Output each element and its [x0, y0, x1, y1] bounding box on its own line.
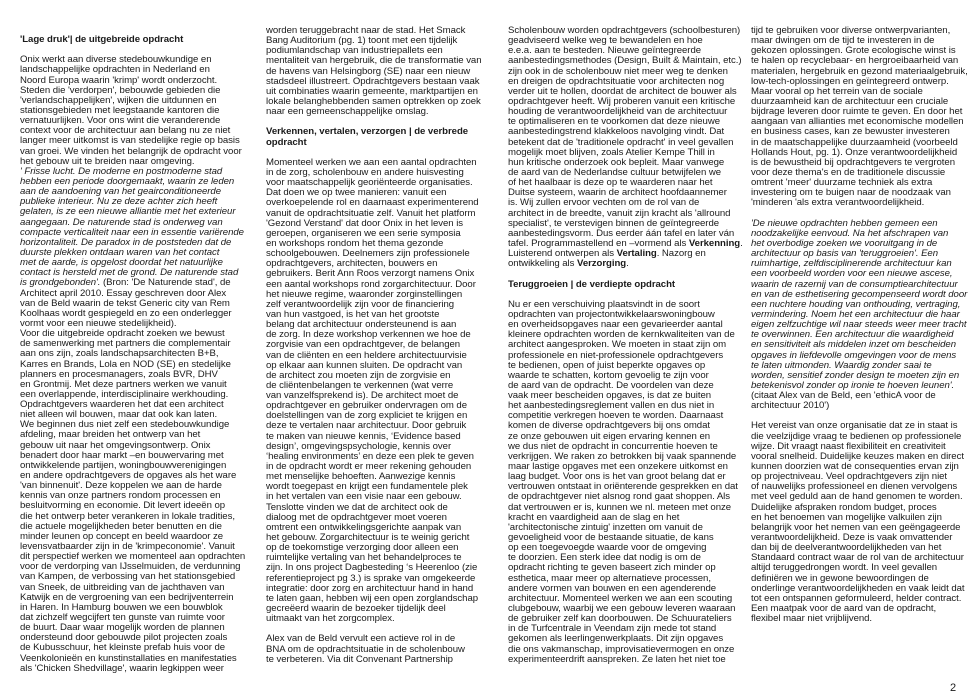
text-line: ondersteund door gebouwde pilot projecten zoals — [20, 632, 228, 644]
text-line: een overlappende, interdisciplinaire werkhouding. — [20, 388, 229, 400]
text-line: clubgebouw, waarbij we een gebouw leveren waaraan — [508, 603, 736, 615]
text-line: ze onze gebouwen uit eigen ervaring kennen en — [508, 430, 711, 442]
text-line: gekozen oplossingen. Grote ecologische winst is — [751, 45, 956, 57]
text-line: belangrijk voor het nemen van een geëngageerde — [751, 521, 961, 533]
text-line: dialoog met de opdrachtgever moet voeren — [266, 511, 447, 523]
text-line: aanbestedingstrend klakkeloos navolging vindt. Dat — [508, 126, 725, 138]
text-line: vermindering. Noem het een architectuur die haar — [751, 308, 960, 320]
text-line: in het vertalen van een visie naar een gebouw. — [266, 491, 462, 503]
text-line: opdrachtgever en gebruiker ondervragen om de — [266, 400, 467, 412]
text-line: 'verlandschappelijken', wijken die uitdunnen en — [20, 94, 217, 106]
text-line: schoolgebouwen. Deelnemers zijn professionele — [266, 248, 470, 260]
text-line: aanbestedingsvorm. Dus eerder áán tafel en later ván — [508, 227, 735, 239]
text-line: eigen zelfzuchtige wil naar steeds weer meer tracht — [751, 319, 967, 331]
text-line: vanuit de opdrachtsituatie zelf. Vanuit het platform — [266, 207, 476, 219]
text-line: gevoeligheid voor de bestaande situatie, de kans — [508, 532, 714, 544]
text-line: te optimaliseren en te voorkomen dat deze nieuwe — [508, 116, 720, 128]
text-line: een voorbeeld worden voor een nieuwe ascese, — [751, 268, 953, 280]
text-line: we dus niet de opdracht in concurrentie hoeven te — [508, 440, 718, 452]
text-line: en sensitiviteit als middelen inzet om bescheiden — [751, 339, 956, 351]
text-line: een aantal workshops rond zorgarchitectuur. Door — [266, 278, 476, 290]
quote-source-line — [20, 278, 248, 288]
text-line: worden, sensitief zonder design te moeten zijn en — [751, 369, 960, 381]
text-line: waarde te schatten, kortom gevoelig te zijn voor — [508, 369, 709, 381]
text-line: wijze. Dit vraagt naast flexibiliteit en creativiteit — [751, 440, 946, 452]
text-line: een nuchtere houding van onthouding, vertraging, — [751, 298, 961, 310]
text-line: in de opdracht wordt er meer rekening gehouden — [266, 461, 472, 473]
text-line: tot een ontspannen geformuleerd, helder contract. — [751, 592, 962, 604]
text-line: aangaan van allianties met economische modellen — [751, 116, 964, 128]
text-line: voor de verdorping van IJsselmuiden, de verdunning — [20, 561, 241, 573]
text-line: Nu er een verschuiving plaatsvindt in de soort — [508, 298, 700, 310]
text-line: de Kubusschuur, het kleinste prefab huis voor de — [20, 642, 226, 654]
text-line: Dat doen we op twee manieren: vanuit een — [266, 187, 447, 199]
paragraph-intro — [20, 55, 248, 167]
text-line: hun kritische onderzoek ook bepleit. Maar vanwege — [508, 156, 725, 168]
text-line: en het benoemen van mogelijke valkuilen zijn — [751, 511, 942, 523]
text-line: mentaliteit van hergebruik, die de transformatie van — [266, 55, 482, 67]
text-line: Alex van de Beld vervult een actieve rol in de — [266, 633, 456, 645]
text-line: ontwikkelende partijen, woningbouwverenigingen — [20, 459, 227, 471]
text-line: waarin de razernij van de consumptiearchitectuur — [751, 278, 958, 290]
column-4 — [751, 26, 977, 624]
text-line: te overwinnen. Een architectuur die waardigheid — [751, 329, 954, 341]
text-line: te laten uitmonden. Waardig zonder saai te — [751, 359, 932, 371]
text-line: tijd te gebruiken voor diverse ontwerpvarianten, — [751, 25, 951, 36]
quote-frisse-lucht — [20, 167, 248, 279]
text-line: dat vertrouwen er is, kunnen we nl. meteen met onze — [508, 501, 732, 513]
line-verzorging — [508, 259, 738, 269]
text-line: vaak meer bescheiden opgaves, is dat ze buiten — [508, 390, 712, 402]
text-line: gebouw uit naar het omgevingsontwerp. Onix — [20, 439, 211, 451]
text-line: op een toegevoegde waarde voor de omgeving — [508, 542, 707, 554]
text-line: te halen op recyclebaar- en hergroeibaarheid van — [751, 55, 959, 67]
text-line: esthetica, maar meer op alternatieve processen, — [508, 572, 711, 584]
text-line: Momenteel werken we aan een aantal opdrachten — [266, 156, 477, 168]
text: . — [626, 258, 629, 270]
text-line: met menselijke behoeften. Aanwezige kennis — [266, 471, 456, 483]
text-line: is de bewustheid bij opdrachtgevers te vergroten — [751, 156, 955, 168]
text-line: planners en procesmanagers, zoals BVR, DHV — [20, 368, 218, 380]
text-line: het gebouw uit te breiden naar omgeving. — [20, 155, 195, 167]
text-line: kleinere opdrachten worden de kernkwaliteiten van de — [508, 329, 735, 341]
text-line: houding de verantwoordelijkheid van de architectuur — [508, 106, 728, 118]
text-line: publieke interieur. Nu ze deze achter zich heeft — [20, 196, 218, 208]
text: . Nazorg en — [656, 248, 706, 260]
text-line: laag budget. Voor ons is het van groot belang dat er — [508, 471, 726, 483]
quote-nieuwe-opdrachten — [751, 219, 977, 391]
text-line: Veenkolonieën en kunstinstallaties en manifestaties — [20, 652, 237, 664]
section-heading-verkennen — [266, 127, 494, 147]
column-3 — [508, 25, 743, 665]
text-line: de havens van Helsingborg (SE) naar een nieuw — [266, 65, 471, 77]
text-line: flexibel maar niet vrijblijvend. — [751, 613, 873, 625]
text-line: besluitvorming en economie. Dit levert ideeën op — [20, 500, 226, 512]
text-line: investering om te buigen naar de noodzaak van — [751, 187, 951, 199]
paragraph-partners — [20, 289, 248, 674]
term-verzorging: Verzorging — [577, 258, 627, 270]
text-line: wordt toegepast en krijgt een fundamentele plek — [266, 481, 468, 493]
text-line: Tenslotte vinden we dat de architect ook de — [266, 501, 448, 513]
text-line: Scholenbouw worden opdrachtgevers (schoolbesturen) — [508, 25, 741, 36]
text-line: Steden die 'verdorpen', bebouwde gebieden die — [20, 84, 221, 96]
text-line: en dreigen de opdrachtsituatie voor architecten nog — [508, 75, 725, 87]
text-line: de architect zou moeten zijn de zorgvisie en — [266, 369, 451, 381]
text-line: in de Turfcentrale in Veendam zijn mede tot stand — [508, 623, 717, 635]
text-line: zorgvisie van een opdrachtgever, de belangen — [266, 339, 461, 351]
text-line: de gebruiker zelf kan doorbouwen. De Schuurateliers — [508, 613, 732, 625]
text-line: definiëren we in gewone bewoordingen de — [751, 572, 929, 584]
term-verkenning: Verkenning — [688, 237, 741, 249]
text-line: 'Gezond Verstand' dat door Onix in het leven is — [266, 217, 464, 229]
text-line: lokale belanghebbenden samen optrekken op zoek — [266, 95, 481, 107]
text-line: van de cliënten en een heldere architectuurvisie — [266, 349, 467, 361]
text-line: verkrijgen. We raken zo betrokken bij vaak spannende — [508, 450, 737, 462]
text-line: en van de esthetisering gecompenseerd wordt door — [751, 288, 968, 300]
text-line: e.e.a. aan te besteden. Nieuwe geïntegreerde — [508, 45, 702, 57]
text: ontwikkeling als — [508, 258, 578, 270]
text-line: verder uit te hollen, doordat de architect de bouwer als — [508, 85, 737, 97]
text-line: in de zorg, scholenbouw en andere huisvesting — [266, 166, 464, 178]
text-line: ruimhartige, zelfdisciplinerende architectuur kan — [751, 258, 952, 270]
text: Luisterend ontwerpen als — [508, 248, 617, 260]
text-line: gecreëerd waarin de bezoeker tijdelijk deel — [266, 603, 446, 615]
text-line: gekomen als leerlingenwerkplaats. Dit zijn opgaves — [508, 633, 724, 645]
text-line: het aanbestedingsreglement vallen en dus niet in — [508, 400, 715, 412]
text-line: niet alleen wil bouwen, maar dat ook kan laten. — [20, 409, 218, 421]
text-line: opdracht — [266, 136, 307, 148]
text-line: gebruikers. Berit Ann Roos verzorgt namens Onix — [266, 268, 475, 280]
text-line: de opdrachtgever niet alsnog rond gaat shoppen. Als — [508, 491, 730, 503]
text-line: op de toekomstige verzorging door alleen een — [266, 542, 459, 554]
text-line: Hollands Hout, pg. 1). Onze verantwoordelijkheid — [751, 146, 958, 158]
text-line: referentieproject pg 3.) is sprake van omgekeerde — [266, 572, 476, 584]
text-line: komen de diverse opdrachtgevers bij ons omdat — [508, 420, 710, 432]
text-line: horizontaliteit. De paradox in de poststeden dat de — [20, 236, 232, 248]
text-line: met veel geduld aan de hand genomen te worden. — [751, 491, 963, 503]
text-line: architectuur 2010') — [751, 400, 830, 412]
text-line: overkoepelende rol en daarnaast experimenterend — [266, 197, 479, 209]
text-line: te bedienen, open of juist beperkte opgaves op — [508, 359, 706, 371]
text-line: opdrachten van projectontwikkelaarswoningbouw — [508, 308, 715, 320]
text-line: van hun vastgoed, is het van het grootste — [266, 308, 440, 320]
text-line: compacte verticaliteit naar een in essentie variërende — [20, 226, 244, 238]
text-line: op elkaar aan kunnen sluiten. De opdracht van — [266, 359, 463, 371]
text-line: ruimtelijke vertaling van het behandelproces te — [266, 552, 462, 564]
text-line: de zorg. In deze workshop verkennen we hoe de — [266, 329, 471, 341]
paragraph-scholenbouw — [508, 25, 742, 239]
text-line: Bang Auditorium (pg. 1) toont met een tijdelijk — [266, 35, 458, 47]
text-line: experimenteerdrift aanspreken. Ze laten het niet toe — [508, 653, 726, 665]
text-line: opdrachtgevers, architecten, bouwers en — [266, 258, 438, 270]
text-line: Katwijk en de vergroening van een bedrijventerrein — [20, 591, 234, 603]
text-line: ' Frisse lucht. De moderne en postmoderne stad — [20, 165, 223, 177]
text-line: (citaat Alex van de Beld, een 'ethicA voor de — [751, 390, 936, 402]
text-line: in Haren. In Hamburg bouwen we een bouwblok — [20, 601, 223, 613]
text-line: het nieuwe regime, waaronder zorginstellingen — [266, 288, 463, 300]
text-line: gelaten, is ze een nieuwe alliantie met het exterieur — [20, 206, 236, 218]
text-line: in de maatschappelijke duurzaamheid (voorbeeld — [751, 136, 958, 148]
column-1 — [20, 35, 248, 674]
text-line: geadviseerd welke weg te bewandelen en hoe — [508, 35, 703, 47]
text-line: low-tech-oplossingen en geïntegreerd ontwerp. — [751, 75, 949, 87]
paragraph-smack-bang — [266, 26, 494, 117]
text-line: het gebouw. Zorgarchitectuur is te weinig gericht — [266, 532, 470, 544]
text-line: context voor de architectuur aan belang nu ze niet — [20, 125, 231, 137]
text-line: noodzakelijke eenvoud. Na het afschrapen van — [751, 227, 949, 239]
text-line: naar een gemeenschappelijke omslag. — [266, 106, 429, 118]
text-line: Noord Europa waarin 'krimp' wordt onderzocht. — [20, 74, 218, 86]
text-line: andere vormen van bouwen en een agenderende — [508, 582, 717, 594]
text-line: aanbestedingsmethodes (Design, Built & Maintain, etc.) — [508, 55, 742, 67]
text-line: te laten gaan, hebben wij een open zorglandschap — [266, 592, 479, 604]
text-line: architectuur op basis van 'teruggroeien'. Een — [751, 248, 939, 260]
text-line: en Grontmij. Met deze partners werken we vanuit — [20, 378, 227, 390]
text-line: mogelijk moet blijven, zoals Atelier Kempe Thill in — [508, 146, 715, 158]
text-line: vertrouwen ontstaat in oriënterende gesprekken en dat — [508, 481, 738, 493]
text-line: materialen, hergebruik en gezond materiaalgebruik, — [751, 65, 968, 77]
text-line: duurzaamheid kan de architectuur een cruciale — [751, 95, 949, 107]
text-line: We beginnen dus niet zelf een stedebouwkundige — [20, 419, 230, 431]
paragraph-organisatie — [751, 421, 977, 624]
text-line: Koolhaas wordt gespiegeld en zo een onderlegger — [20, 307, 232, 319]
text-line: Opdrachtgevers waarderen het dat een architect — [20, 399, 224, 411]
text-line: dat zichzelf wegcijfert ten gunste van ruimte voor — [20, 612, 225, 624]
text: . — [740, 237, 743, 249]
text-line: contact is hersteld met de grond. De naturende stad — [20, 267, 239, 279]
text-line: Maar vooral op het terrein van de sociale — [751, 85, 923, 97]
quote-source: (Bron: 'De Naturende stad', de — [100, 277, 231, 289]
text-line: die actuele mogelijkheden beter benutten en die — [20, 520, 222, 532]
text-line: de samenwerking met partners die complementair — [20, 338, 231, 350]
text-line: Onix werkt aan diverse stedebouwkundige en — [20, 54, 212, 66]
text-line: te doorzien. Een sterk idee dat nodig is om de — [508, 552, 701, 564]
text-line: is. Wij zullen ervoor vechten om de rol van de — [508, 197, 700, 209]
text-line: vernatuurlijken. Voor ons wint die veranderende — [20, 115, 221, 127]
text-line: Architect april 2010. Essay geschreven door Alex — [20, 287, 227, 299]
term-vertaling: Vertaling — [616, 248, 657, 260]
text-line: onderlinge verantwoordelijkheden en vaak leidt dat — [751, 582, 965, 594]
text-line: integratie: door zorg en architectuur hand in hand — [266, 582, 474, 594]
text-line: het overbodige zoeken we vooruitgang in de — [751, 237, 938, 249]
text-line: deze te vertalen naar architectuur. Door gebruik — [266, 420, 467, 432]
text-line: Een maatpak voor de aard van de opdracht, — [751, 603, 937, 615]
text-line: en overheidsopgaves naar een gevarieerder aantal — [508, 319, 723, 331]
text-line: uit combinaties waarin gemeente, marktpartijen en — [266, 85, 478, 97]
text-line: aan ons zijn, zoals landschapsarchitecten B+B, — [20, 348, 219, 360]
paragraph-zorg — [266, 158, 494, 624]
text-line: Karres en Brands, Lola en NOD (SE) en stedelijke — [20, 358, 231, 370]
paragraph-verschuiving — [508, 300, 738, 665]
text-line: ‘healing environments’ en deze een plek te geven — [266, 450, 474, 462]
text-line: afdeling, maar breiden het ontwerp van het — [20, 429, 201, 441]
text-line: kennis van onze partners rondom processen en — [20, 490, 221, 502]
text-line: opdrachtgever heeft. Wij proberen vanuit een kritische — [508, 95, 736, 107]
text-line: maar lastige opgaves met een onzekere uitkomst en — [508, 461, 728, 473]
text-line: 'van binnenuit'. Deze koppelen we aan de harde — [20, 480, 222, 492]
text-line: maar dwingen om de tijd te investeren in de — [751, 35, 935, 47]
text-line: Voor die uitgebreide opdracht zoeken we bewust — [20, 328, 225, 340]
text-line: Standaard contract waar de rol van de architectuur — [751, 552, 964, 564]
text-line: stationsgebieden met leegstaande kantoren die — [20, 104, 220, 116]
paragraph-bna — [266, 634, 494, 664]
text-line: 'minderen 'als extra verantwoordelijkheid. — [751, 197, 925, 209]
text-line: vormt voor een nieuwe stedelijkheid). — [20, 317, 177, 329]
text-line: de aard van de opdracht. De voordelen van deze — [508, 379, 714, 391]
text-line: voor deze thema's en de traditionele discussie — [751, 166, 946, 178]
paragraph-duurzaamheid — [751, 26, 977, 209]
text-line: hebben een periode doorgemaakt, waarin ze leden — [20, 175, 235, 187]
text-line: professionele en niet-professionele opdrachtgevers — [508, 349, 724, 361]
text-line: architectuur. Momenteel werken we aan een scouting — [508, 592, 733, 604]
text-line: dit perspectief werken we momenteel aan opdrachten — [20, 551, 246, 563]
text-line: aangegaan. De naturende stad is onderweg van — [20, 216, 223, 228]
text-line: bijdrage leveren door ruimte te geven. En door het — [751, 106, 963, 118]
text-line: altijd teruggedrongen wordt. In veel gevallen — [751, 562, 938, 574]
text-line: stadsdeel illustreert. Opdrachtgevers bestaan vaak — [266, 75, 480, 87]
text-line: die veelzijdige vraag te bedienen op professionele — [751, 430, 962, 442]
text-line: geroepen, organiseren we een serie symposia — [266, 227, 461, 239]
text-line: op projectniveau. Veel opdrachtgevers zijn niet — [751, 471, 948, 483]
text-line: worden teruggebracht naar de stad. Het Smack — [266, 25, 466, 36]
text-line: en andere opdrachtgevers de opgaves als het ware — [20, 470, 237, 482]
text-line: Verkennen, vertalen, verzorgen | de verbrede — [266, 126, 469, 138]
page-number: 2 — [950, 682, 957, 694]
text-line: 'De nieuwe opdrachten hebben gemeen een — [751, 217, 938, 229]
text-line: architect aangesproken. We moeten in staat zijn om — [508, 339, 727, 351]
text-line: voor maatschappelijk georiënteerde organisaties. — [266, 177, 473, 189]
text-line: de aard van de Nederlandse cultuur betwijfelen we — [508, 166, 722, 178]
text-line: duurste plekken ontdaan waren van het contact — [20, 246, 220, 258]
text-line: van groei. We vinden het belangrijk de opdracht voor — [20, 145, 242, 157]
text-line: van vanzelfsprekend is). De architect moet de — [266, 390, 459, 402]
text-line: architect in de breedte, vanuit zijn kracht als 'allround — [508, 207, 731, 219]
text-line: die het ontwerp beter verankeren in lokale tradities, — [20, 510, 235, 522]
text-line: 'architectonische zintuig' inzetten om vanuit de — [508, 521, 703, 533]
text-line: vooral snelheid. Duidelijke keuzes maken en direct — [751, 450, 964, 462]
text-line: podiumlandschap van industriepallets een — [266, 45, 443, 57]
section-heading-teruggroeien: Teruggroeien | de verdiepte opdracht — [508, 278, 676, 290]
text-line: zijn. In ons project Dagbesteding ‘s Heerenloo (zie — [266, 562, 478, 574]
text-line: doelstellingen van de zorg expliciet te krijgen en — [266, 410, 468, 422]
text-line: Duitse systeem, waarin de architect hoofdaannemer — [508, 187, 727, 199]
text-line: langer meer uitkomst is van stedelijke regie op basis — [20, 135, 240, 147]
text-line: die ons vakmanschap, improvisatievermogen en onze — [508, 643, 735, 655]
quote-end: is grondgebonden'. — [20, 277, 101, 289]
text-line: landschappelijke opdrachten in Nederland en — [20, 64, 210, 76]
text-line: de cliëntenbelangen te verkennen (wat verre — [266, 379, 454, 391]
text-line: kracht en vaardigheid aan de slag en het — [508, 511, 680, 523]
text-line: design’, omgevingspsychologie, kennis over — [266, 440, 452, 452]
text-line: met de aarde, is opgelost doordat het natuurlijke — [20, 257, 223, 269]
text-line: of nauwelijks professioneel en dienen vervolgens — [751, 481, 958, 493]
text-line: van Kampen, de verbossing van het stationsgebied — [20, 571, 236, 583]
text-line: benadert door haar markt –en bouwervaring met — [20, 449, 224, 461]
text-line: Het vereist van onze organisatie dat ze in staat is — [751, 420, 958, 432]
text-line: opdracht richting te geven baseert zich minder op — [508, 562, 716, 574]
text-line: specialist', te verstevigen binnen de geïntegreerde — [508, 217, 720, 229]
text-line: aan de aandoening van het geairconditioneerde — [20, 186, 221, 198]
quote-citation — [751, 391, 977, 411]
text-line: van de Beld waarin de tekst Generic city van Rem — [20, 297, 230, 309]
section-heading-lage-druk: 'Lage druk'| de uitgebreide opdracht — [20, 34, 184, 45]
text-line: kunnen doorzien wat de consequenties ervan zijn — [751, 461, 959, 473]
text-line: zijn ook in de scholenbouw niet meer weg te denken — [508, 65, 728, 77]
column-2 — [266, 26, 494, 665]
text-line: of het haalbaar is deze op te waarderen naar het — [508, 177, 713, 189]
text-line: BNA om de opdrachtsituatie in de scholenbouw — [266, 643, 465, 655]
text-line: omtrent 'meer' duurzame techniek als extra — [751, 177, 933, 189]
text-line: en workshops rondom het thema gezonde — [266, 237, 444, 249]
text-line: als 'Chicken Shedvillage', waarin legkippen weer — [20, 662, 224, 674]
text-line: minder leunen op concept en beeld waardoor ze — [20, 530, 224, 542]
text-line: en business cases, kan ze bewuster investeren — [751, 126, 950, 138]
text-line: verantwoordelijkheid. Deze is vaak omvattender — [751, 532, 953, 544]
text-line: omtrent een ontwikkelingsgerichte aanpak van — [266, 521, 462, 533]
text-line: uitmaakt van het zorgcomplex. — [266, 613, 395, 625]
text-line: betekenisvol zonder op ironie te hoeven leunen'. — [751, 379, 955, 391]
text-line: belang dat architectuur ondersteunend is aan — [266, 319, 457, 331]
text: tafel. Programmastellend en –vormend als — [508, 237, 689, 249]
text-line: te verbeteren. Via dit Convenant Partnership — [266, 653, 453, 665]
text-line: opgaves in liefdevolle omgevingen voor de mens — [751, 349, 957, 361]
text-line: competitie verkregen hoeven te worden. Daarnaast — [508, 410, 724, 422]
text-line: de buurt. Daar waar mogelijk worden de plannen — [20, 622, 225, 634]
text-line: betekent dat de 'traditionele opdracht' in veel gevallen — [508, 136, 734, 148]
text-line: van Sneek, de uitbreiding van de jachthaven van — [20, 581, 225, 593]
text-line: zelf verantwoordelijk zijn voor de financiering — [266, 298, 455, 310]
text-line: levensvatbaarder zijn in de 'krimpeconomie'. Vanuit — [20, 541, 235, 553]
text-line: dan bij de deelverantwoordelijkheden van het — [751, 542, 942, 554]
text-line: te maken van nieuwe kennis, ‘Evidence based — [266, 430, 461, 442]
text-line: Duidelijke afspraken rondom budget, proces — [751, 501, 937, 513]
